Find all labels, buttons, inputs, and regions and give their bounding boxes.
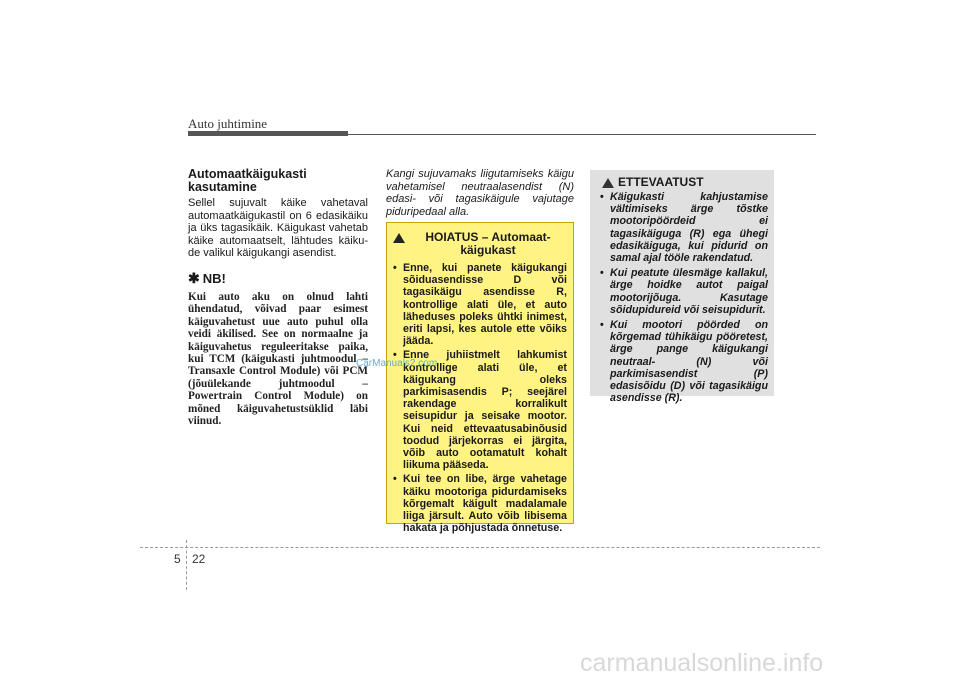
section-header-title: Auto juhtimine: [188, 116, 268, 131]
nb-paragraph: Kui auto aku on olnud lahti ühendatud, võivad paar esimest käiguvahetust uue auto puhul olla veidi äkilised. See on normaalne ja käiguvahetus reguleeritakse paika, kui TCM (käigukasti juhtmoodul – Transaxle Control Module) või PCM (jõuülekande juhtmoodul – Powertrain Control Module) on mõned käiguvahetustsüklid läbi viinud.: [188, 290, 368, 428]
footer-page-number: 22: [192, 552, 206, 566]
left-column: [188, 168, 368, 427]
caution-item: • Kui mootori pöörded on kõrgemad tühikäigu pööretest, ärge pange käigukangi neutraal- (N) või parkimisasendist (P) edasisõidu (D) või tagasikäigu asendisse (R).: [596, 319, 768, 404]
shift-intro-paragraph: Kangi sujuvamaks liigutamiseks käigu vahetamisel neutraalasendist (N) edasi- või tagasikäigule vajutage piduripedaal alla.: [386, 168, 574, 218]
warning-list: [393, 262, 567, 534]
caution-title: [602, 176, 768, 189]
footer-dashed-rule: [140, 547, 820, 548]
intro-paragraph: Sellel sujuvalt käike vahetaval automaatkäigukastil on 6 edasikäiku ja üks tagasikäik. Käigukast vahetab käike automaatselt, lähtudes käiku-de valikul käigukangi asendist.: [188, 197, 368, 260]
section-heading: Automaatkäigukasti kasutamine: [188, 167, 307, 194]
header-thin-rule: [348, 134, 816, 135]
warning-item: • Enne juhiistmelt lahkumist kontrollige alati üle, et käigukang oleks parkimisasendis P; seejärel rakendage korralikult seisupidur ja seisake mootor. Kui neid ettevaatusabinõusid toodud järjekorras ei järgita, võib auto ootamatult kohalt liikuma pääseda.: [393, 349, 567, 471]
footer-vertical-dashed-rule: [186, 540, 187, 590]
footer-section-number: 5: [174, 552, 181, 566]
watermark-small: CarManuals2.com: [356, 358, 438, 369]
warning-title-text: HOIATUS – Automaat-käigukast: [425, 230, 551, 257]
warning-box: [386, 222, 574, 535]
caution-list: [596, 191, 768, 404]
warning-item: • Enne, kui panete käigukangi sõiduasendisse D või tagasikäigu asendisse R, kontrollige alati üle, et auto läheduses poleks ühtki inimest, eriti lapsi, kes autole ette võiks jääda.: [393, 262, 567, 347]
header-thick-rule: [188, 131, 348, 136]
caution-item: • Käigukasti kahjustamise vältimiseks ärge tõstke mootoripöördeid ei tagasikäiguga (R) ega ühegi edasikäiguga, kui pidurid on samal ajal tööle rakendatud.: [596, 191, 768, 264]
nb-heading: [188, 270, 368, 287]
watermark-large: carmanualsonline.info: [580, 649, 824, 677]
caution-title-text: ETTEVAATUST: [618, 175, 704, 189]
caution-box: [590, 170, 774, 405]
asterisk-icon: ✱: [188, 269, 200, 286]
caution-triangle-icon: [602, 178, 614, 188]
nb-label: NB!: [202, 270, 226, 286]
caution-item: • Kui peatute ülesmäge kallakul, ärge hoidke autot paigal mootorijõuga. Kasutage sõidupidureid või seisupidurit.: [596, 267, 768, 316]
warning-title: [393, 231, 567, 257]
warning-triangle-icon: [393, 233, 405, 243]
warning-item: • Kui tee on libe, ärge vahetage käiku mootoriga pidurdamiseks kõrgemalt käigult madalamale liiga järsult. Auto võib libisema hakata ja põhjustada õnnetuse.: [393, 473, 567, 534]
